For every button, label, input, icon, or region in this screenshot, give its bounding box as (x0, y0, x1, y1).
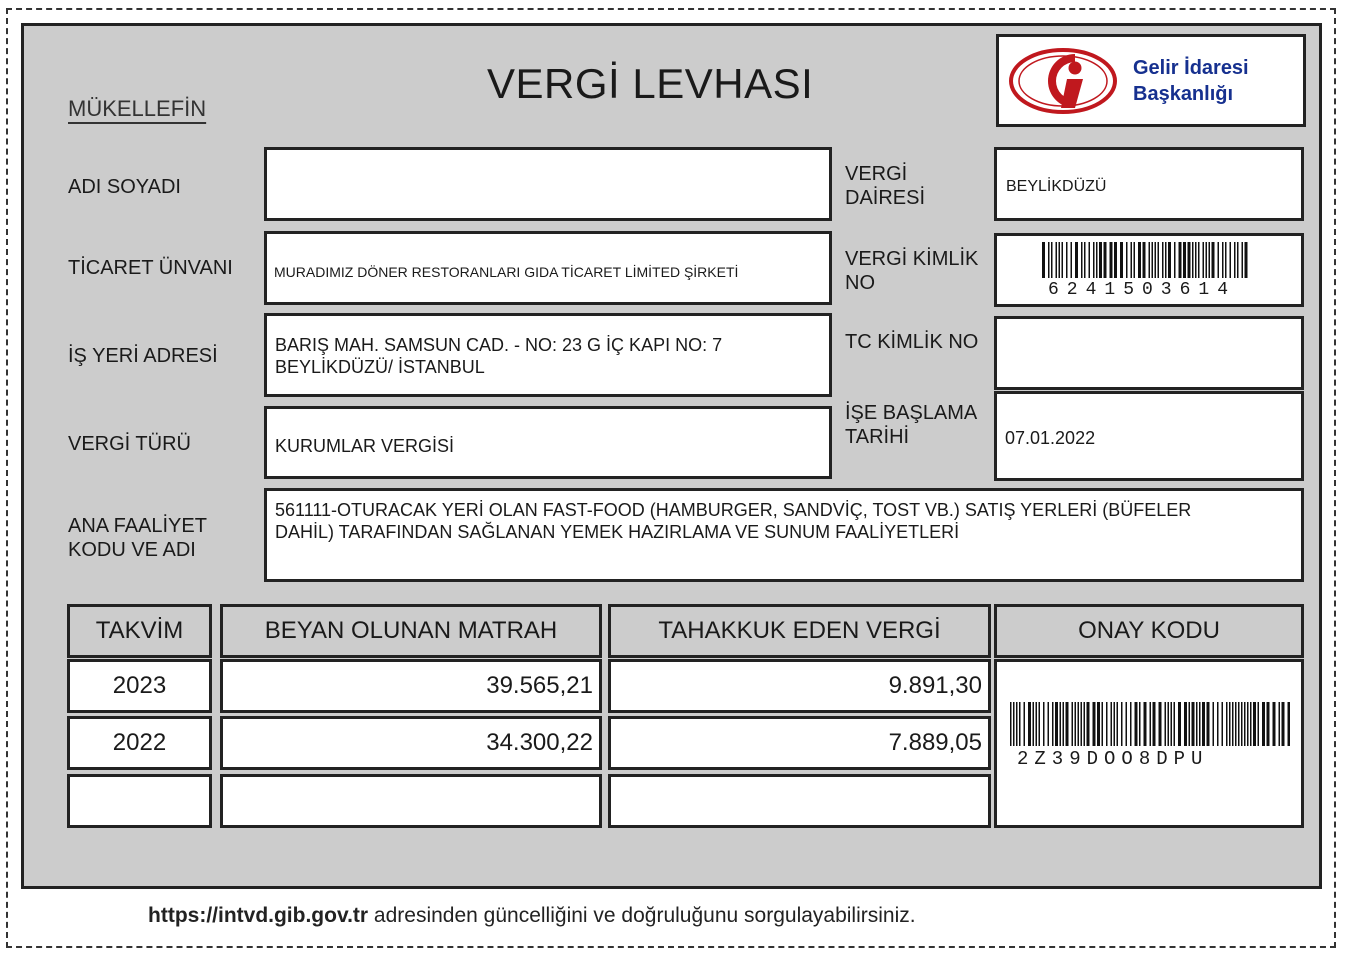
label-vkn-line2: NO (845, 272, 875, 294)
logo-line2: Başkanlığı (1133, 82, 1234, 105)
field-ise-baslama (994, 391, 1304, 481)
value-adres-line1: BARIŞ MAH. SAMSUN CAD. - NO: 23 G İÇ KAPI NO: 7 (275, 335, 723, 355)
row1-vergi: 9.891,30 (608, 659, 991, 713)
row2-takvim: 2022 (67, 716, 212, 770)
label-vkn-line1: VERGİ KİMLİK (845, 248, 979, 270)
field-adi-soyadi (264, 147, 832, 221)
value-vergi-turu: KURUMLAR VERGİSİ (275, 436, 455, 456)
header-onay-kodu: ONAY KODU (994, 604, 1304, 658)
value-ise-baslama: 07.01.2022 (1005, 428, 1096, 448)
label-adi-soyadi: ADI SOYADI (68, 176, 181, 198)
row3-matrah (220, 774, 602, 828)
onay-kodu-digits: 2Z39DOO8DPU (1017, 748, 1209, 770)
row1-matrah: 39.565,21 (220, 659, 602, 713)
label-ana-faaliyet-line2: KODU VE ADI (68, 539, 196, 561)
onay-kodu-box (994, 659, 1304, 828)
label-ise-baslama-line2: TARİHİ (845, 426, 910, 448)
row3-vergi (608, 774, 991, 828)
footer-note (148, 904, 916, 928)
field-tc-kimlik-no (994, 316, 1304, 390)
row2-vergi: 7.889,05 (608, 716, 991, 770)
label-ise-baslama-line1: İŞE BAŞLAMA (845, 402, 978, 424)
field-vergi-turu (264, 406, 832, 479)
field-ticaret-unvani (264, 231, 832, 305)
label-ana-faaliyet (68, 514, 207, 562)
gib-logo-icon (1009, 46, 1119, 116)
label-tc-kimlik-no: TC KİMLİK NO (845, 331, 979, 353)
header-takvim: TAKVİM (67, 604, 212, 658)
value-adres-line2: BEYLİKDÜZÜ/ İSTANBUL (275, 357, 485, 377)
field-vergi-kimlik-no (994, 233, 1304, 307)
section-label: MÜKELLEFİN (68, 96, 207, 121)
label-ana-faaliyet-line1: ANA FAALİYET (68, 515, 207, 537)
vkn-digits: 6241503614 (1048, 280, 1237, 300)
value-faaliyet-line2: DAHİL) TARAFINDAN SAĞLANAN YEMEK HAZIRLAMA VE SUNUM FAALİYETLERİ (275, 522, 960, 542)
footer-text: adresinden güncelliğini ve doğruluğunu sorgulayabilirsiniz. (368, 904, 916, 927)
footer-url[interactable]: https://intvd.gib.gov.tr (148, 904, 369, 927)
label-vergi-kimlik-no (845, 247, 978, 295)
field-is-yeri-adresi (264, 313, 832, 397)
label-vergi-dairesi (845, 162, 925, 210)
label-vergi-turu: VERGİ TÜRÜ (68, 433, 191, 455)
value-ticaret-unvani: MURADIMIZ DÖNER RESTORANLARI GIDA TİCARET LİMİTED ŞİRKETİ (274, 264, 739, 280)
label-vergi-dairesi-line1: VERGİ (845, 163, 908, 185)
field-vergi-dairesi (994, 147, 1304, 221)
value-vergi-dairesi: BEYLİKDÜZÜ (1006, 178, 1107, 195)
row1-takvim: 2023 (67, 659, 212, 713)
field-ana-faaliyet (264, 488, 1304, 582)
onay-barcode (1010, 702, 1290, 748)
header-vergi: TAHAKKUK EDEN VERGİ (608, 604, 991, 658)
row3-takvim (67, 774, 212, 828)
gib-logo-box (996, 34, 1306, 127)
tax-plate (21, 23, 1322, 889)
label-vergi-dairesi-line2: DAİRESİ (845, 187, 926, 209)
label-ise-baslama (845, 401, 977, 449)
page-title: VERGİ LEVHASI (487, 60, 814, 107)
vkn-barcode (1042, 242, 1252, 282)
label-ticaret-unvani: TİCARET ÜNVANI (68, 257, 233, 279)
row2-matrah: 34.300,22 (220, 716, 602, 770)
logo-line1: Gelir İdaresi (1133, 56, 1249, 79)
value-faaliyet-line1: 561111-OTURACAK YERİ OLAN FAST-FOOD (HAMBURGER, SANDVİÇ, TOST VB.) SATIŞ YERLERİ (BÜFELER (275, 500, 1192, 520)
header-matrah: BEYAN OLUNAN MATRAH (220, 604, 602, 658)
label-is-yeri-adresi: İŞ YERİ ADRESİ (68, 345, 218, 367)
